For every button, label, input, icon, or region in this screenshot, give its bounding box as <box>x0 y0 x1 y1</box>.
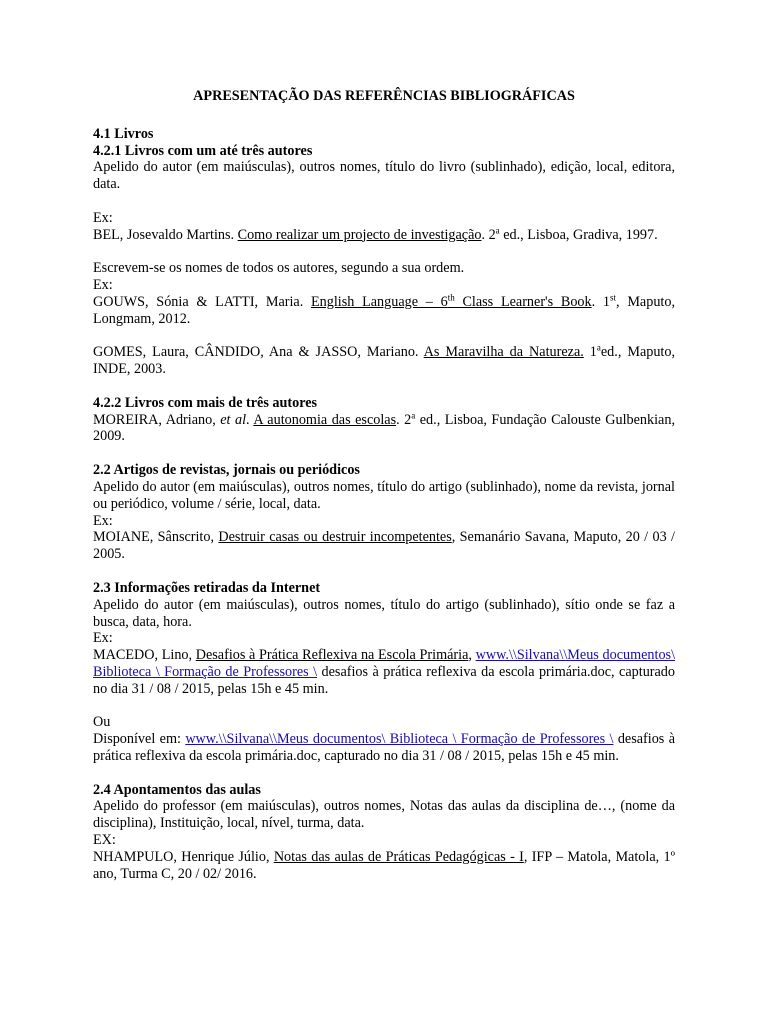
document-path-link[interactable]: www.\\Silvana\\Meus documentos\ Biblioteca \ Formação de Professores \ <box>185 731 614 748</box>
reference-title: As Maravilha da Natureza. <box>423 344 584 361</box>
reference-title: Destruir casas ou destruir incompetentes <box>218 529 452 546</box>
document-path-link[interactable]: www.\\Silvana\\Meus documentos\ Biblioteca \ Formação de Professores \ <box>93 647 676 680</box>
reference-title: A autonomia das escolas <box>253 411 397 428</box>
subsection-heading-4-2-2: 4.2.2 Livros com mais de três autores <box>93 394 318 411</box>
section-heading-2-2: 2.2 Artigos de revistas, jornais ou periódicos <box>93 462 360 479</box>
section-heading-4-1: 4.1 Livros <box>93 125 154 142</box>
example-label: Ex: <box>93 512 113 529</box>
reference-author: MOIANE, Sânscrito, <box>93 529 219 546</box>
reference-entry: MOREIRA, Adriano, et al. A autonomia das escolas. 2$^a$ ed., Lisboa, Fundação Calouste Gulbenkian, 2009. <box>93 409 675 445</box>
lecture-notes-format-description: Apelido do professor (em maiúsculas), outros nomes, Notas das aulas da disciplina de…, (nome da disciplina), Instituição, local, nível, turma, data. <box>93 798 675 832</box>
reference-author: GOUWS, Sónia & LATTI, Maria. <box>93 293 311 310</box>
or-label: Ou <box>93 714 111 731</box>
reference-entry: MACEDO, Lino, Desafios à Prática Reflexiva na Escola Primária, www.\\Silvana\\Meus documentos\ Biblioteca \ Formação de Professores \ desafios à prática reflexiva da escola primária.doc, capturado no dia 31 / 08 / 2015, pelas 15h e 45 min. <box>93 647 676 697</box>
document-body <box>93 88 675 882</box>
reference-entry: MOIANE, Sânscrito, Destruir casas ou destruir incompetentes, Semanário Savana, Maputo, 20 / 03 / 2005. <box>93 529 675 563</box>
example-label: EX: <box>93 832 116 849</box>
reference-author: MOREIRA, Adriano, <box>93 411 221 428</box>
section-heading-2-3: 2.3 Informações retiradas da Internet <box>93 579 321 596</box>
internet-format-description: Apelido do autor (em maiúsculas), outros nomes, título do artigo (sublinhado), sítio onde se faz a busca, data, hora. <box>93 596 675 630</box>
reference-author: MACEDO, Lino, <box>93 647 196 664</box>
reference-entry: BEL, Josevaldo Martins. Como realizar um projecto de investigação. 2$^a$ ed., Lisboa, Gradiva, 1997. <box>93 224 658 243</box>
page-title: APRESENTAÇÃO DAS REFERÊNCIAS BIBLIOGRÁFICAS <box>193 88 575 104</box>
subsection-heading-4-2-1: 4.2.1 Livros com um até três autores <box>93 142 313 159</box>
reference-entry: NHAMPULO, Henrique Júlio, Notas das aulas de Práticas Pedagógicas - I, IFP – Matola, Matola, 1º ano, Turma C, 20 / 02/ 2016. <box>93 848 675 882</box>
section-heading-2-4: 2.4 Apontamentos das aulas <box>93 781 261 798</box>
reference-author: NHAMPULO, Henrique Júlio, <box>93 848 274 865</box>
reference-title: English Language – 6th Class Learner's Book <box>311 292 592 310</box>
reference-title: Desafios à Prática Reflexiva na Escola Primária <box>195 647 469 664</box>
books-format-description: Apelido do autor (em maiúsculas), outros nomes, título do livro (sublinhado), edição, local, editora, data. <box>93 159 675 193</box>
reference-title: Como realizar um projecto de investigação <box>237 226 482 243</box>
reference-author: BEL, Josevaldo Martins. <box>93 226 238 243</box>
reference-entry: GOUWS, Sónia & LATTI, Maria. English Language – 6th Class Learner's Book. 1st, Maputo, Longmam, 2012. <box>93 292 676 327</box>
reference-title: Notas das aulas de Práticas Pedagógicas - I <box>273 848 524 865</box>
authors-note: Escrevem-se os nomes de todos os autores, segundo a sua ordem. <box>93 260 465 277</box>
reference-entry: GOMES, Laura, CÂNDIDO, Ana & JASSO, Mariano. As Maravilha da Natureza. 1$^a$ed., Maputo, INDE, 2003. <box>93 342 676 377</box>
example-label: Ex: <box>93 630 113 647</box>
articles-format-description: Apelido do autor (em maiúsculas), outros nomes, título do artigo (sublinhado), nome da revista, jornal ou periódico, volume / série, local, data. <box>93 478 675 512</box>
example-label: Ex: <box>93 276 113 293</box>
reference-author: GOMES, Laura, CÂNDIDO, Ana & JASSO, Mariano. <box>93 344 424 361</box>
reference-entry-alternative: Disponível em: www.\\Silvana\\Meus documentos\ Biblioteca \ Formação de Professores \ desafios à prática reflexiva da escola primária.doc, capturado no dia 31 / 08 / 2015, pelas 15h e 45 min. <box>93 731 675 764</box>
example-label: Ex: <box>93 209 113 226</box>
